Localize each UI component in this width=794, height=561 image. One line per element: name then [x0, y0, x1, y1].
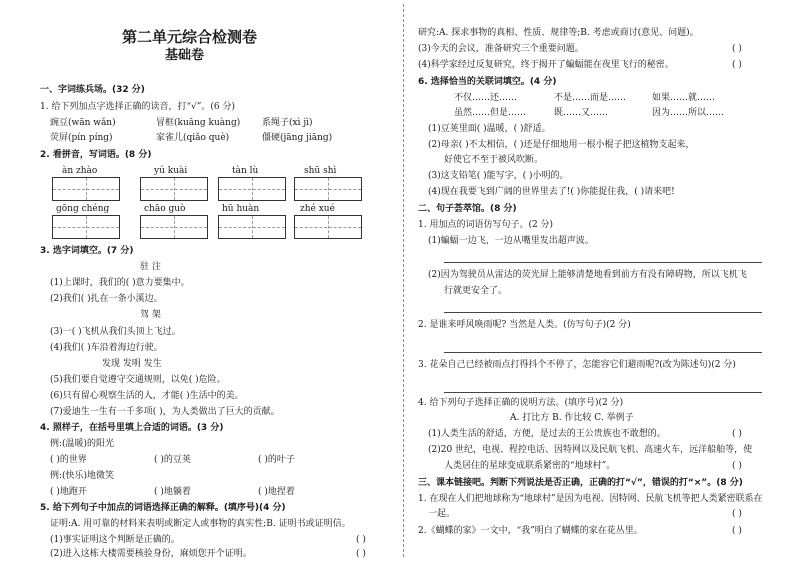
s4-options: A. 打比方 B. 作比较 C. 举例子	[510, 413, 634, 423]
pinyin: tàn lù	[232, 166, 259, 176]
q4-item: ( )地捏着	[258, 487, 295, 497]
word-pair: 驾 架	[140, 310, 161, 320]
q1-prompt: 1. 给下列加点字选择正确的读音，打“√”。(6 分)	[40, 102, 235, 112]
q1-item: 家雀儿(qiǎo què)	[156, 133, 230, 143]
left-column	[36, 0, 394, 561]
q3-item: (6)只有留心观察生活的人，才能( )生活中的美。	[50, 391, 244, 401]
q6-item: (4)现在我要飞到广阔的世界里去了!( )你能捉住我，( )请来吧!	[428, 187, 675, 197]
s2-prompt: 2. 是谁来呼风唤雨呢? 当然是人类。(仿写句子)(2 分)	[418, 320, 631, 330]
q4-prompt: 4. 照样子，在括号里填上合适的词语。(3 分)	[40, 423, 224, 433]
s4-prompt: 4. 给下列句子选择正确的说明方法。(填序号)(2 分)	[418, 398, 624, 408]
q3-item: (2)我们( )扎在一条小溪边。	[50, 294, 163, 304]
writing-box[interactable]	[218, 177, 286, 201]
q4-item: ( )地跑开	[50, 487, 87, 497]
q5-item: (2)进入这栋大楼需要核验身份，麻烦您开个证明。	[50, 549, 252, 559]
page-title: 第二单元综合检测卷	[122, 28, 258, 46]
q6-prompt: 6. 选择恰当的关联词填空。(4 分)	[418, 77, 557, 87]
q4-item: ( )的世界	[50, 455, 87, 465]
section-2-heading: 二、句子荟萃馆。(8 分)	[418, 204, 517, 214]
pinyin: shū shì	[304, 166, 337, 176]
pinyin: hū huàn	[222, 204, 260, 214]
q6-item: (3)这支铅笔( )能写字，( )小明的。	[428, 171, 569, 181]
answer-paren[interactable]: ( )	[356, 535, 366, 545]
writing-box[interactable]	[140, 215, 208, 239]
answer-line[interactable]	[444, 392, 762, 393]
s1-prompt: 1. 用加点的词语仿写句子。(2 分)	[418, 220, 554, 230]
q4-item: ( )地躺着	[154, 487, 191, 497]
writing-box[interactable]	[140, 177, 208, 201]
q5-item: (3)今天的会议，准备研究三个重要问题。	[418, 44, 584, 54]
word-pair: 驻 注	[140, 262, 161, 272]
q6-item: (2)母亲( )不太相信，( )还是仔细地用一根小棍子把这植物支起来，	[428, 140, 695, 150]
q1-item: 僵硬(jāng jiāng)	[262, 133, 333, 143]
answer-paren[interactable]: ( )	[732, 461, 742, 471]
q6-item: (1)豆荚里面( )温暖，( )舒适。	[428, 124, 551, 134]
q3-prompt: 3. 选字词填空。(7 分)	[40, 246, 134, 256]
pinyin: gōng chéng	[56, 204, 110, 214]
word-choices: 发现 发明 发生	[102, 359, 162, 369]
s4-item-cont: 人类居住的星球变成联系紧密的“地球村”。	[444, 461, 616, 471]
q3-item: (3)一( )飞机从我们头顶上飞过。	[50, 327, 181, 337]
answer-paren[interactable]: ( )	[356, 549, 366, 559]
column-divider	[403, 4, 404, 557]
q1-item: 系绳子(xì jì)	[262, 118, 313, 128]
q3-item: (7)爱迪生一生有一千多项( )，为人类做出了巨大的贡献。	[50, 407, 280, 417]
answer-paren[interactable]: ( )	[732, 60, 742, 70]
writing-box[interactable]	[52, 177, 120, 201]
pinyin: zhé xué	[300, 204, 335, 214]
pinyin: yú kuài	[154, 166, 188, 176]
q4-item: ( )的叶子	[258, 455, 295, 465]
q4-item: ( )的豆荚	[154, 455, 191, 465]
q5-item: (4)科学家经过反复研究，终于揭开了蝙蝠能在夜里飞行的秘密。	[418, 60, 674, 70]
q2-prompt: 2. 看拼音，写词语。(8 分)	[40, 150, 152, 160]
writing-box[interactable]	[218, 215, 286, 239]
answer-line[interactable]	[444, 262, 762, 263]
s1-item-cont: 行就更安全了。	[444, 286, 508, 296]
page-subtitle: 基础卷	[165, 48, 205, 63]
s4-item: (1)人类生活的舒适，方便，是过去的王公贵族也不敢想的。	[428, 429, 666, 439]
c1-item: 1. 在现在人们把地球称为“地球村”是因为电视、因特网、民航飞机等把人类紧密联系在	[418, 494, 763, 504]
q4-example: 例:(快乐)地微笑	[50, 471, 115, 481]
s1-item: (1)蝙蝠一边飞，一边从嘴里发出超声波。	[428, 236, 594, 246]
q1-item: 冒框(kuāng kuàng)	[156, 118, 241, 128]
pinyin: chāo guò	[144, 204, 186, 214]
c2-item: 2.《蝴蝶的家》一文中，“我”明白了蝴蝶的家在花丛里。	[418, 526, 643, 536]
c1-item-cont: 一起。	[428, 509, 456, 519]
conjunction: 如果……就……	[652, 93, 716, 103]
conjunction: 因为……所以……	[652, 108, 725, 118]
q1-item: 荧屏(pín píng)	[50, 133, 113, 143]
q4-example: 例:(温暖)的阳光	[50, 439, 115, 449]
pinyin: àn zhào	[62, 166, 98, 176]
writing-box[interactable]	[294, 177, 362, 201]
q3-item: (5)我们要自觉遵守交通规则，以免( )危险。	[50, 375, 226, 385]
writing-box[interactable]	[294, 215, 362, 239]
q3-item: (1)上课时，我们的( )意力要集中。	[50, 278, 190, 288]
answer-paren[interactable]: ( )	[732, 429, 742, 439]
writing-box[interactable]	[52, 215, 120, 239]
answer-paren[interactable]: ( )	[732, 509, 742, 519]
q3-item: (4)我们( )车沿着海边行驶。	[50, 343, 163, 353]
answer-paren[interactable]: ( )	[732, 44, 742, 54]
q1-item: 豌豆(wān wǎn)	[50, 118, 116, 128]
conjunction: 既……又……	[554, 108, 609, 118]
conjunction: 不仅……还……	[454, 93, 518, 103]
s1-item: (2)因为驾驶员从雷达的荧光屏上能够清楚地看到前方有没有障碍物，所以飞机飞	[428, 270, 747, 280]
s3-prompt: 3. 花朵自己已经被雨点打得抖个不停了，怎能容它们避雨呢?(改为陈述句)(2 分)	[418, 360, 736, 370]
conjunction: 虽然……但是……	[454, 108, 527, 118]
q6-item-cont: 好使它不至于被风吹断。	[444, 155, 544, 165]
answer-paren[interactable]: ( )	[732, 526, 742, 536]
q5-definition: 证明:A. 用可靠的材料来表明或断定人或事物的真实性;B. 证明书或证明信。	[50, 519, 351, 529]
right-column	[414, 0, 770, 561]
section-1-heading: 一、字词练兵场。(32 分)	[40, 85, 145, 95]
s4-item: (2)20 世纪，电视、程控电话、因特网以及民航飞机、高速火车，远洋船舶等，使	[428, 445, 753, 455]
q5-definition-2: 研究:A. 探求事物的真相、性质、规律等;B. 考虑或商讨(意见、问题)。	[418, 28, 699, 38]
q5-prompt: 5. 给下列句子中加点的词语选择正确的解释。(填序号)(4 分)	[40, 503, 286, 513]
q5-item: (1)事实证明这个判断是正确的。	[50, 535, 180, 545]
conjunction: 不是……而是……	[554, 93, 627, 103]
section-3-heading: 三、课本链接吧。判断下列说法是否正确，正确的打“√”，错误的打“×”。(8 分)	[418, 478, 743, 488]
answer-line[interactable]	[444, 312, 762, 313]
answer-line[interactable]	[444, 352, 762, 353]
